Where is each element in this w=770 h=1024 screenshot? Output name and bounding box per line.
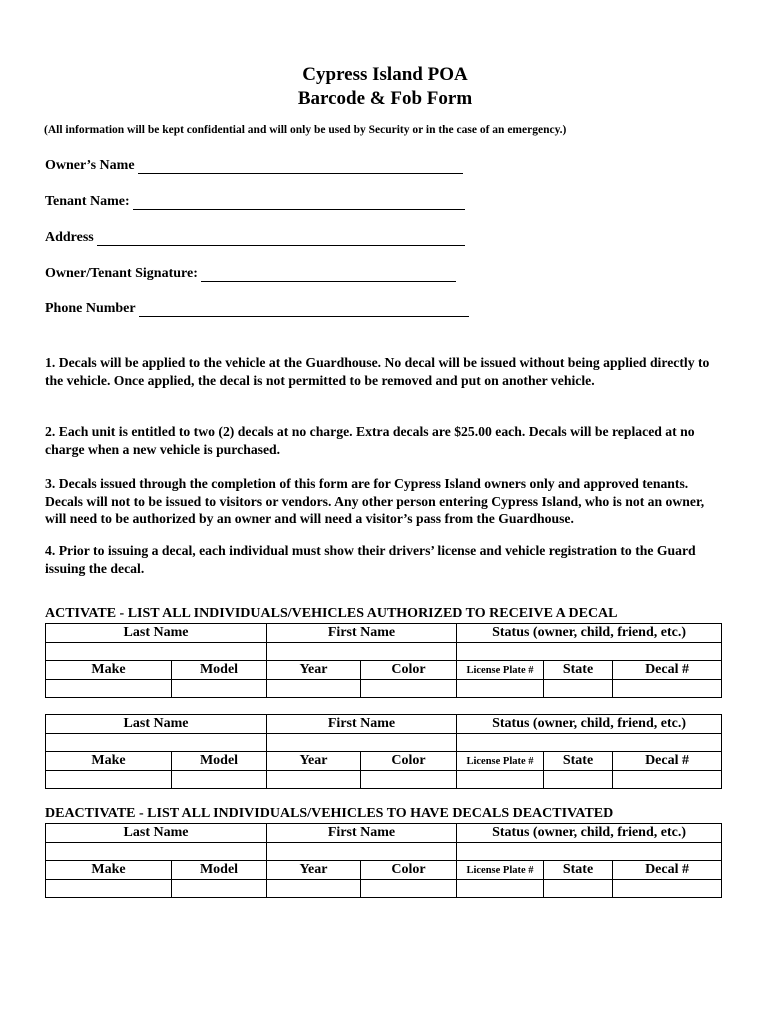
state-cell[interactable] (544, 771, 613, 789)
make-cell[interactable] (46, 771, 172, 789)
tenant-name-line[interactable] (133, 197, 465, 210)
color-cell[interactable] (361, 771, 457, 789)
year-cell[interactable] (267, 771, 361, 789)
decal-header: Decal # (613, 752, 722, 771)
owner-name-field[interactable] (45, 158, 463, 174)
phone-label: Phone Number (45, 301, 136, 316)
status-cell[interactable] (457, 734, 722, 752)
phone-field[interactable] (45, 301, 469, 317)
table-row (46, 680, 722, 698)
activate-heading: ACTIVATE - LIST ALL INDIVIDUALS/VEHICLES AUTHORIZED TO RECEIVE A DECAL (45, 606, 618, 621)
year-cell[interactable] (267, 880, 361, 898)
confidential-note: (All information will be kept confidential and will only be used by Security or in the case of an emergency.) (44, 124, 567, 136)
decal-cell[interactable] (613, 880, 722, 898)
color-header: Color (361, 752, 457, 771)
first-name-cell[interactable] (267, 843, 457, 861)
model-cell[interactable] (172, 880, 267, 898)
status-header: Status (owner, child, friend, etc.) (457, 715, 722, 734)
license-plate-cell[interactable] (457, 880, 544, 898)
rule-4: 4. Prior to issuing a decal, each individual must show their drivers’ license and vehicle registration to the Guard issuing the decal. (45, 543, 696, 576)
year-header: Year (267, 752, 361, 771)
last-name-cell[interactable] (46, 843, 267, 861)
color-header: Color (361, 861, 457, 880)
model-header: Model (172, 752, 267, 771)
rule-1: 1. Decals will be applied to the vehicle at the Guardhouse. No decal will be issued without being applied directly to the vehicle. Once applied, the decal is not permitted to be removed and put on another vehicle. (45, 355, 710, 388)
color-cell[interactable] (361, 680, 457, 698)
rule-3: 3. Decals issued through the completion of this form are for Cypress Island owners only and approved tenants. Decals will not to be issued to visitors or vendors. Any other person entering Cypress Island, who is not an owner, will need to be authorized by an owner and will need a visitor’s pass from the Guardhouse. (45, 476, 705, 526)
signature-field[interactable] (45, 266, 456, 282)
address-line[interactable] (97, 233, 465, 246)
signature-label: Owner/Tenant Signature: (45, 266, 198, 281)
table-row (46, 624, 722, 643)
table-row (46, 861, 722, 880)
table-row (46, 715, 722, 734)
deactivate-heading: DEACTIVATE - LIST ALL INDIVIDUALS/VEHICLES TO HAVE DECALS DEACTIVATED (45, 806, 614, 821)
address-label: Address (45, 230, 94, 245)
signature-line[interactable] (201, 269, 456, 282)
status-header: Status (owner, child, friend, etc.) (457, 624, 722, 643)
state-header: State (544, 861, 613, 880)
table-row (46, 880, 722, 898)
state-cell[interactable] (544, 680, 613, 698)
decal-header: Decal # (613, 661, 722, 680)
table-row (46, 843, 722, 861)
model-header: Model (172, 661, 267, 680)
table-row (46, 661, 722, 680)
license-plate-header: License Plate # (457, 752, 544, 771)
last-name-header: Last Name (46, 824, 267, 843)
table-row (46, 734, 722, 752)
make-header: Make (46, 661, 172, 680)
license-plate-cell[interactable] (457, 680, 544, 698)
table-row (46, 643, 722, 661)
make-cell[interactable] (46, 680, 172, 698)
license-plate-cell[interactable] (457, 771, 544, 789)
rule-2: 2. Each unit is entitled to two (2) decals at no charge. Extra decals are $25.00 each. Decals will be replaced at no charge when a new vehicle is purchased. (45, 424, 695, 457)
last-name-header: Last Name (46, 715, 267, 734)
first-name-cell[interactable] (267, 734, 457, 752)
decal-cell[interactable] (613, 771, 722, 789)
make-header: Make (46, 861, 172, 880)
make-header: Make (46, 752, 172, 771)
status-cell[interactable] (457, 643, 722, 661)
color-header: Color (361, 661, 457, 680)
state-cell[interactable] (544, 880, 613, 898)
activate-table-1 (45, 623, 722, 698)
year-cell[interactable] (267, 680, 361, 698)
first-name-header: First Name (267, 824, 457, 843)
model-cell[interactable] (172, 771, 267, 789)
last-name-cell[interactable] (46, 643, 267, 661)
year-header: Year (267, 661, 361, 680)
table-row (46, 824, 722, 843)
form-title-line1: Cypress Island POA (302, 64, 468, 85)
status-header: Status (owner, child, friend, etc.) (457, 824, 722, 843)
last-name-cell[interactable] (46, 734, 267, 752)
first-name-header: First Name (267, 624, 457, 643)
tenant-name-label: Tenant Name: (45, 194, 130, 209)
state-header: State (544, 752, 613, 771)
last-name-header: Last Name (46, 624, 267, 643)
tenant-name-field[interactable] (45, 194, 465, 210)
address-field[interactable] (45, 230, 465, 246)
license-plate-header: License Plate # (457, 661, 544, 680)
activate-table-2 (45, 714, 722, 789)
first-name-cell[interactable] (267, 643, 457, 661)
first-name-header: First Name (267, 715, 457, 734)
color-cell[interactable] (361, 880, 457, 898)
year-header: Year (267, 861, 361, 880)
owner-name-label: Owner’s Name (45, 158, 135, 173)
model-header: Model (172, 861, 267, 880)
status-cell[interactable] (457, 843, 722, 861)
decal-cell[interactable] (613, 680, 722, 698)
table-row (46, 752, 722, 771)
form-title-line2: Barcode & Fob Form (297, 88, 473, 109)
model-cell[interactable] (172, 680, 267, 698)
deactivate-table (45, 823, 722, 898)
state-header: State (544, 661, 613, 680)
table-row (46, 771, 722, 789)
owner-name-line[interactable] (138, 161, 463, 174)
phone-line[interactable] (139, 304, 469, 317)
decal-header: Decal # (613, 861, 722, 880)
license-plate-header: License Plate # (457, 861, 544, 880)
make-cell[interactable] (46, 880, 172, 898)
